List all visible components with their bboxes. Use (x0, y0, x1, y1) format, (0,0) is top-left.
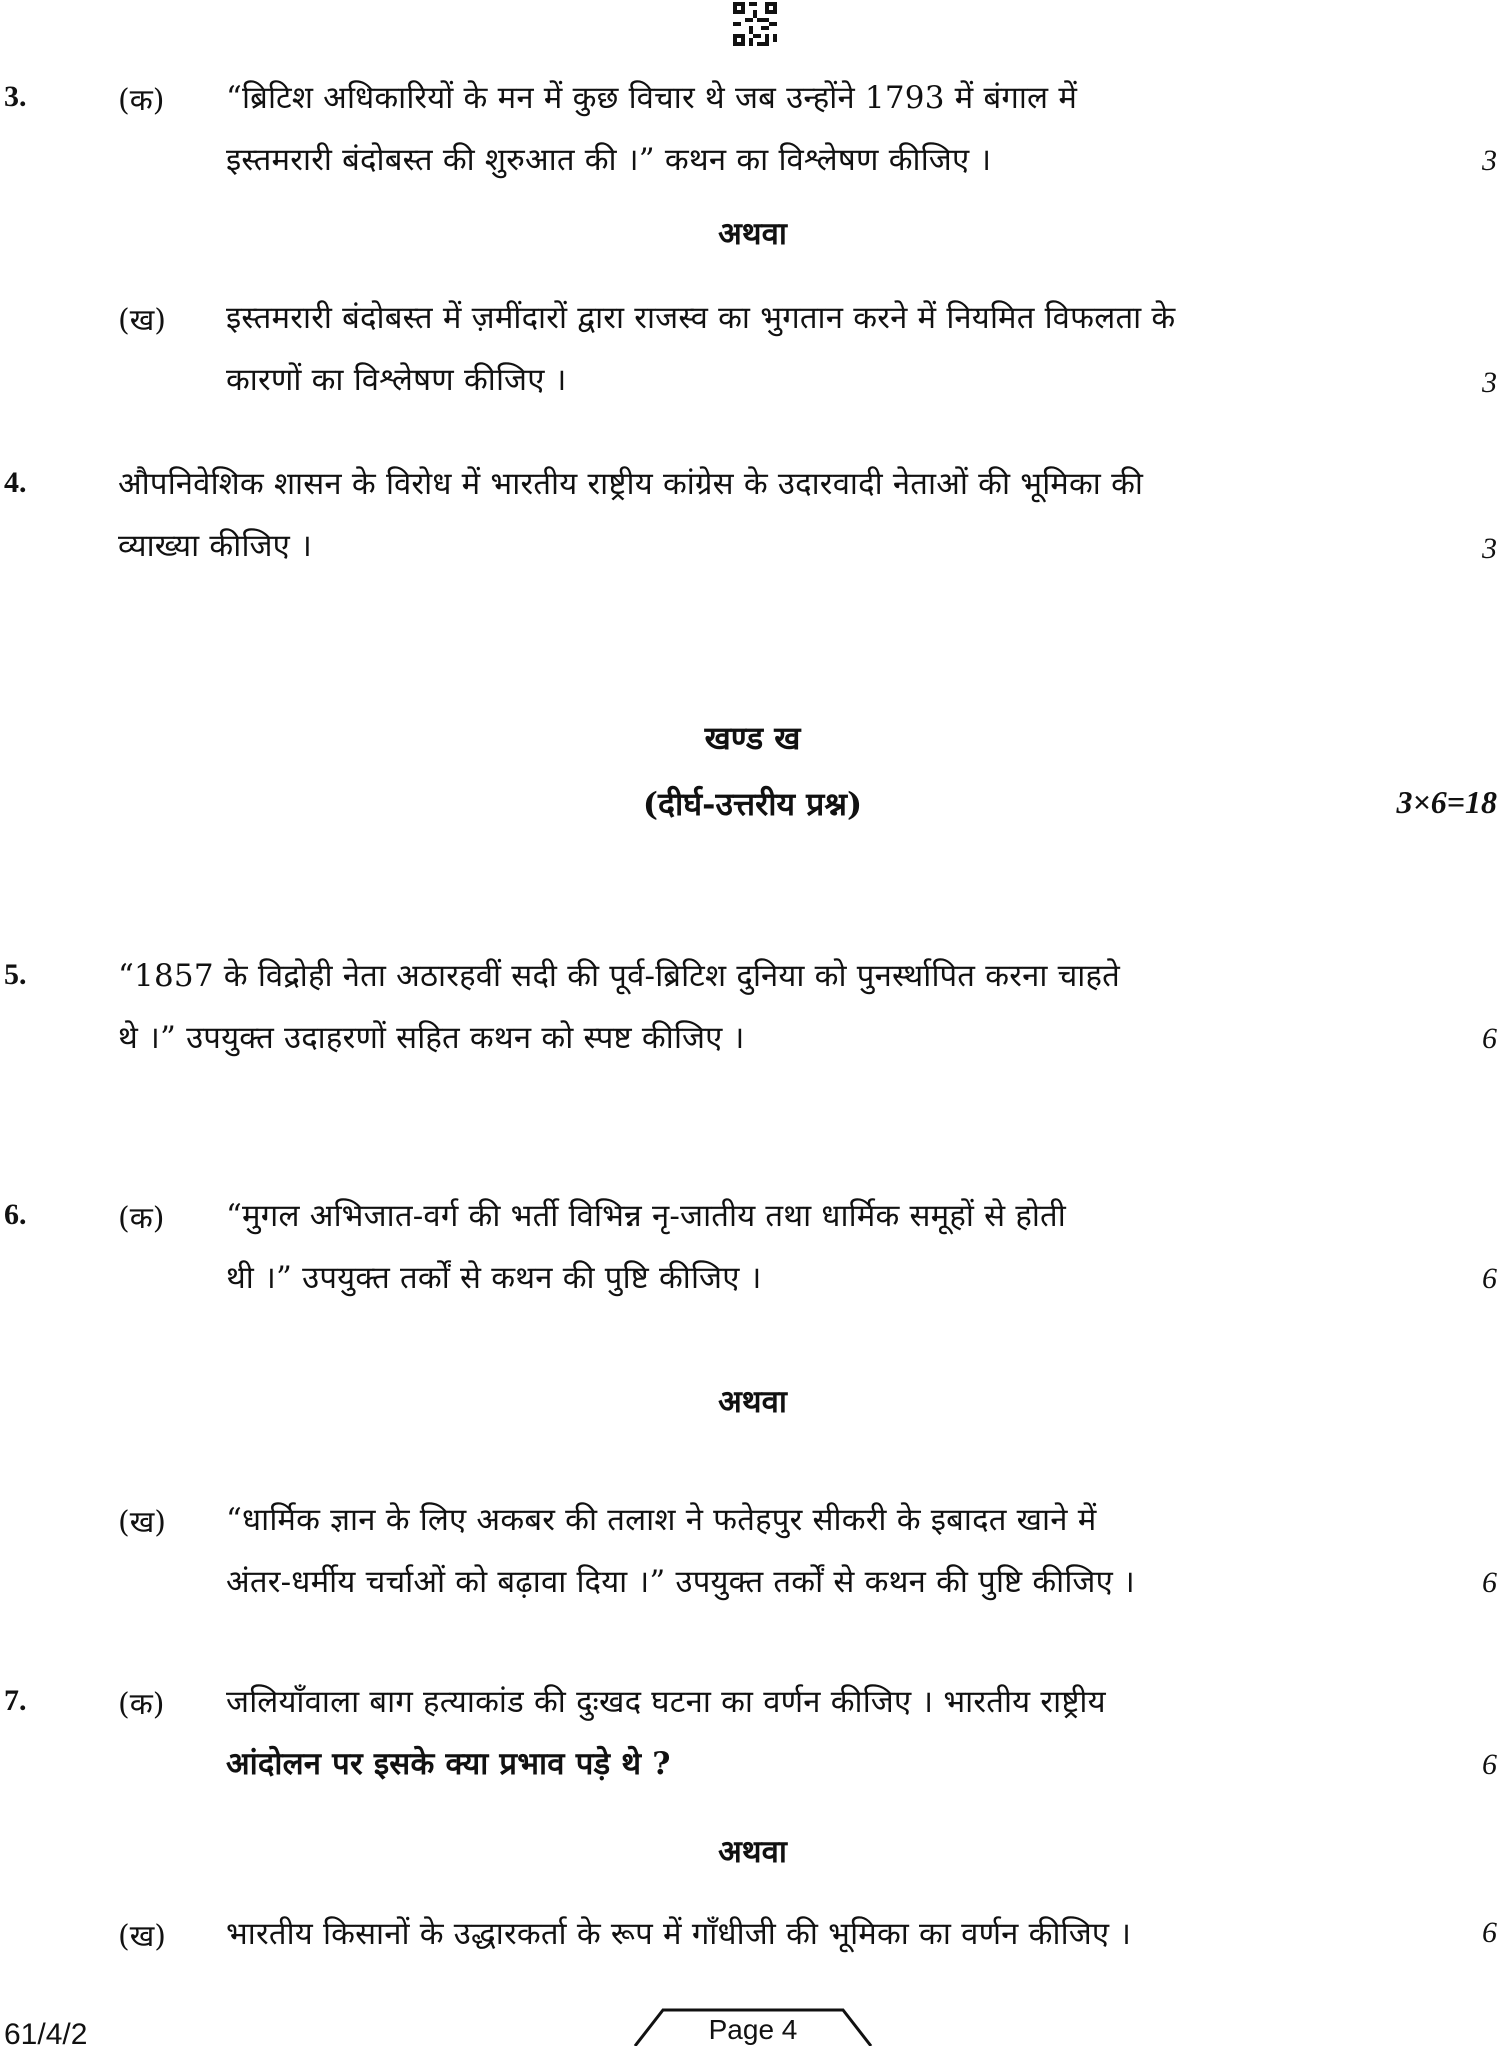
subpart-label: (ख) (118, 1505, 166, 1540)
question-text-line: थे ।” उपयुक्त उदाहरणों सहित कथन को स्पष्ट कीजिए । (118, 1020, 745, 1056)
question-number: 6. (4, 1198, 27, 1231)
marks: 6 (1482, 1022, 1497, 1055)
or-separator: अथवा (718, 1834, 787, 1870)
page-number-tab (633, 2006, 873, 2046)
question-text-line: भारतीय किसानों के उद्धारकर्ता के रूप में गाँधीजी की भूमिका का वर्णन कीजिए । (226, 1916, 1132, 1952)
marks: 6 (1482, 1262, 1497, 1295)
question-number: 5. (4, 958, 27, 991)
marks: 3 (1482, 532, 1497, 565)
paper-code: 61/4/2 (4, 2018, 88, 2051)
question-text-line: आंदोलन पर इसके क्या प्रभाव पड़े थे ? (226, 1746, 671, 1782)
subpart-label: (क) (118, 1687, 165, 1722)
question-text-line: अंतर-धर्मीय चर्चाओं को बढ़ावा दिया ।” उपयुक्त तर्कों से कथन की पुष्टि कीजिए । (226, 1564, 1135, 1600)
section-subtitle: (दीर्घ-उत्तरीय प्रश्न) (642, 785, 863, 823)
subpart-label: (क) (118, 83, 165, 118)
qr-code-icon (733, 2, 777, 46)
subpart-label: (ख) (118, 1919, 166, 1954)
subpart-label: (ख) (118, 303, 166, 338)
marks: 3 (1482, 366, 1497, 399)
question-text-line: इस्तमरारी बंदोबस्त की शुरुआत की ।” कथन का विश्लेषण कीजिए । (226, 142, 992, 178)
question-text-line: “मुगल अभिजात-वर्ग की भर्ती विभिन्न नृ-जातीय तथा धार्मिक समूहों से होती (226, 1198, 1066, 1234)
question-number: 4. (4, 466, 27, 499)
question-number: 7. (4, 1684, 27, 1717)
marks: 6 (1482, 1566, 1497, 1599)
subpart-label: (क) (118, 1201, 165, 1236)
question-text-line: औपनिवेशिक शासन के विरोध में भारतीय राष्ट्रीय कांग्रेस के उदारवादी नेताओं की भूमिका की (118, 466, 1144, 502)
page-number: Page 4 (708, 2014, 798, 2045)
section-title: खण्ड ख (704, 719, 801, 757)
question-text-line: व्याख्या कीजिए । (118, 528, 313, 564)
section-total-marks: 3×6=18 (1396, 784, 1497, 820)
question-text-line: “धार्मिक ज्ञान के लिए अकबर की तलाश ने फतेहपुर सीकरी के इबादत खाने में (226, 1502, 1097, 1538)
question-text-line: जलियाँवाला बाग हत्याकांड की दुःखद घटना का वर्णन कीजिए । भारतीय राष्ट्रीय (226, 1684, 1106, 1720)
marks: 6 (1482, 1916, 1497, 1949)
question-text-line: “ब्रिटिश अधिकारियों के मन में कुछ विचार थे जब उन्होंने 1793 में बंगाल में (226, 80, 1078, 116)
marks: 3 (1482, 144, 1497, 177)
or-separator: अथवा (718, 216, 787, 252)
question-number: 3. (4, 80, 27, 113)
question-text-line: इस्तमरारी बंदोबस्त में ज़मींदारों द्वारा राजस्व का भुगतान करने में नियमित विफलता के (226, 300, 1176, 336)
or-separator: अथवा (718, 1384, 787, 1420)
marks: 6 (1482, 1748, 1497, 1781)
question-text-line: कारणों का विश्लेषण कीजिए । (226, 362, 567, 398)
question-text-line: थी ।” उपयुक्त तर्कों से कथन की पुष्टि कीजिए । (226, 1260, 762, 1296)
question-text-line: “1857 के विद्रोही नेता अठारहवीं सदी की पूर्व-ब्रिटिश दुनिया को पुनर्स्थापित करना चाहते (118, 958, 1121, 994)
